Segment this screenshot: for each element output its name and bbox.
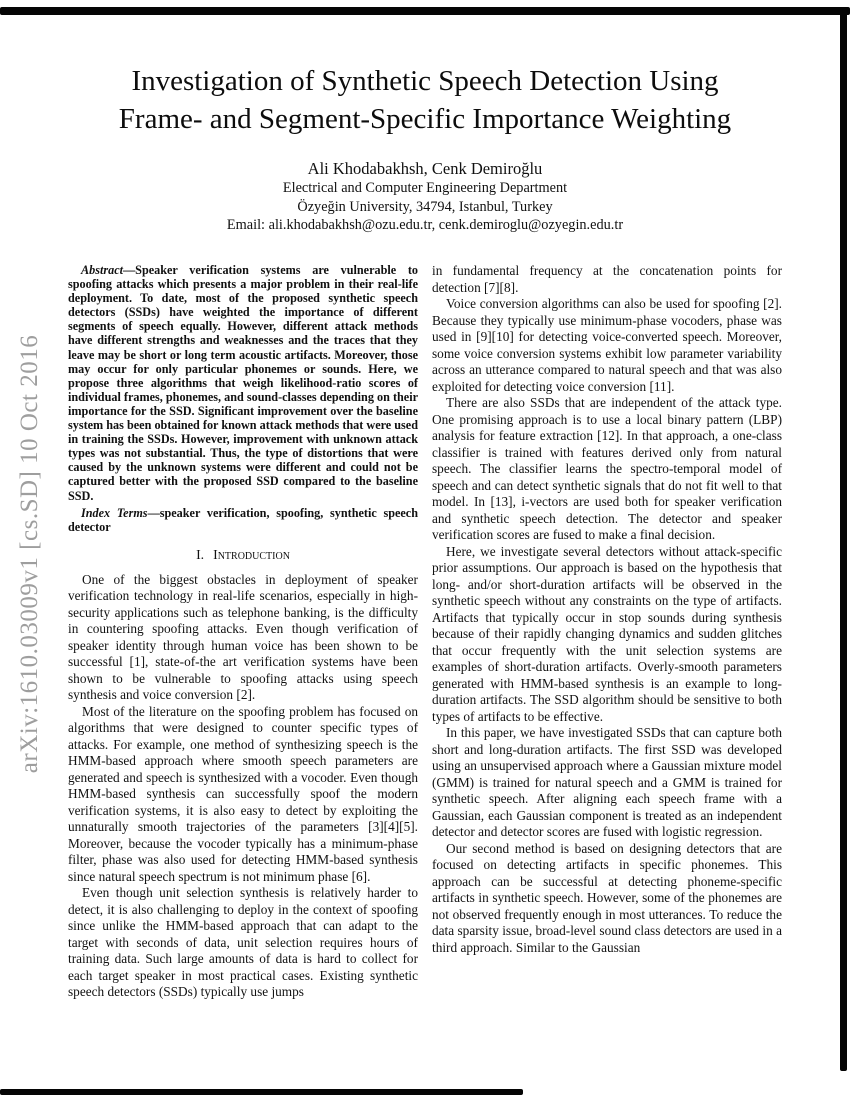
abstract-label: Abstract bbox=[81, 263, 123, 277]
abstract-text: —Speaker verification systems are vulnerable to spoofing attacks which presents a major problem in their real-life deployment. To date, most of the proposed synthetic speech detectors (SSDs) have weighted the importance of different segments of speech equally. However, different attack methods have different strengths and weaknesses and the traces that they leave may be short or long term acoustic artifacts. Moreover, those may occur for only particular phonemes or sounds. Here, we propose three algorithms that weigh likelihood-ratio scores of individual frames, phonemes, and sound-classes depending on their importance for the SSD. Significant improvement over the baseline system has been obtained for known attack methods that were used in training the SSDs. However, improvement with unknown attack types was not substantial. Thus, the type of distortions that were caused by the unknown systems were different and could not be captured better with the proposed SSD compared to the baseline SSD. bbox=[68, 263, 418, 503]
affiliation-university: Özyeğin University, 34794, Istanbul, Turkey bbox=[297, 198, 553, 215]
left-column bbox=[68, 263, 418, 1001]
affiliation-department: Electrical and Computer Engineering Department bbox=[282, 180, 568, 196]
right-column bbox=[432, 263, 782, 1001]
intro-paragraph-2: Most of the literature on the spoofing problem has focused on algorithms that were designed to counter specific types of attacks. For example, one method of synthesizing speech is the HMM-based approach where smooth speech parameters are generated and speech is synthesized with a vocoder. Even though HMM-based synthesis can successfully spoof the modern verification systems, it is also easy to detect by exploiting the unnaturally smooth trajectories of the parameters [3][4][5]. Moreover, because the vocoder typically has a minimum-phase filter, phase was also used for detecting HMM-based synthesis since natural speech spectrum is not minimum phase [6]. bbox=[68, 703, 418, 884]
title-line-2: Frame- and Segment-Specific Importance Weighting bbox=[118, 103, 732, 135]
index-terms-paragraph bbox=[68, 506, 418, 534]
scan-artifact-right-border bbox=[840, 7, 847, 1071]
title-line-1: Investigation of Synthetic Speech Detection Using bbox=[131, 65, 719, 97]
intro-paragraph-6: There are also SSDs that are independent of the attack type. One promising approach is to use a local binary pattern (LBP) analysis for feature extraction [12]. In that approach, a one-class classifier is trained with features derived only from natural speech. The classifier learns the spectro-temporal model of speech and can detect synthetic signals that do not fit well to that model. In [13], i-vectors are used both for speaker verification and synthetic speech detection. The detector and speaker verification scores are fused to make a final decision. bbox=[432, 395, 782, 542]
email-line: Email: ali.khodabakhsh@ozu.edu.tr, cenk.demiroglu@ozyegin.edu.tr bbox=[226, 217, 624, 233]
intro-paragraph-3: Even though unit selection synthesis is relatively harder to detect, it is also challenging to deploy in the context of spoofing since unlike the HMM-based approach that can adapt to the target with seconds of data, unit selection requires hours of training data. Such large amounts of data is hard to collect for each target speaker in most practical cases. Existing synthetic speech detectors (SSDs) typically use jumps bbox=[68, 885, 418, 1000]
index-terms-text: —speaker verification, spoofing, synthetic speech detector bbox=[68, 505, 418, 534]
intro-paragraph-5: Voice conversion algorithms can also be used for spoofing [2]. Because they typically use minimum-phase vocoders, phase was used in [9][10] for detecting voice-converted speech. Moreover, some voice conversion systems exhibit low parameter variability across an utterance compared to natural speech and that was also exploited for detecting voice conversion [11]. bbox=[432, 296, 782, 394]
author-names: Ali Khodabakhsh, Cenk Demiroğlu bbox=[307, 159, 543, 178]
intro-paragraph-1: One of the biggest obstacles in deployment of speaker verification technology in real-life scenarios, especially in high-security applications such as telephone banking, is the difficulty in countering spoofing attacks. Even though verification of speaker identity through human voice has been shown to be successful [1], state-of-the art verification systems have been shown to be vulnerable to spoofing attacks using speech synthesis and voice conversion [2]. bbox=[68, 571, 418, 703]
paper-title bbox=[0, 62, 850, 138]
intro-paragraph-4: in fundamental frequency at the concatenation points for detection [7][8]. bbox=[432, 263, 782, 295]
scan-artifact-top-border bbox=[0, 7, 850, 15]
intro-paragraph-9: Our second method is based on designing detectors that are focused on detecting artifacts in specific phonemes. This approach can be successful at detecting phoneme-specific artifacts in synthetic speech. However, some of the phonemes are not observed frequently enough in most utterances. To reduce the data sparsity issue, broad-level sound class detectors are used in a third approach. Similar to the Gaussian bbox=[432, 840, 782, 955]
scan-artifact-bottom-border bbox=[0, 1089, 523, 1095]
paper-header bbox=[0, 0, 850, 235]
section-title: Introduction bbox=[213, 546, 290, 562]
section-heading-introduction bbox=[68, 534, 418, 572]
arxiv-watermark: arXiv:1610.03009v1 [cs.SD] 10 Oct 2016 bbox=[16, 334, 43, 774]
intro-paragraph-7: Here, we investigate several detectors without attack-specific prior assumptions. Our approach is based on the hypothesis that long- and/or short-duration artifacts will be observed in the synthetic speech without any constraints on the type of artifacts. Artifacts that typically occur in stop sounds during synthesis because of their rapidly changing dynamics and sudden glitches that occur frequently with the unit selection systems are examples of short-duration artifacts. Overly-smooth parameters generated with HMM-based synthesis is an example to long-duration artifacts. The SSD algorithm should be sensitive to both types of artifacts to be effective. bbox=[432, 543, 782, 724]
section-number: I. bbox=[196, 546, 205, 562]
intro-paragraph-8: In this paper, we have investigated SSDs that can capture both short and long-duration artifacts. The first SSD was developed using an unsupervised approach where a Gaussian mixture model (GMM) is trained for natural speech and a GMM is trained for synthetic speech. After aligning each speech frame with a Gaussian, each Gaussian component is treated as an independent detector and detector scores are fused with logistic regression. bbox=[432, 725, 782, 839]
two-column-body bbox=[68, 263, 782, 1001]
index-terms-label: Index Terms bbox=[81, 505, 148, 520]
abstract-paragraph bbox=[68, 263, 418, 503]
